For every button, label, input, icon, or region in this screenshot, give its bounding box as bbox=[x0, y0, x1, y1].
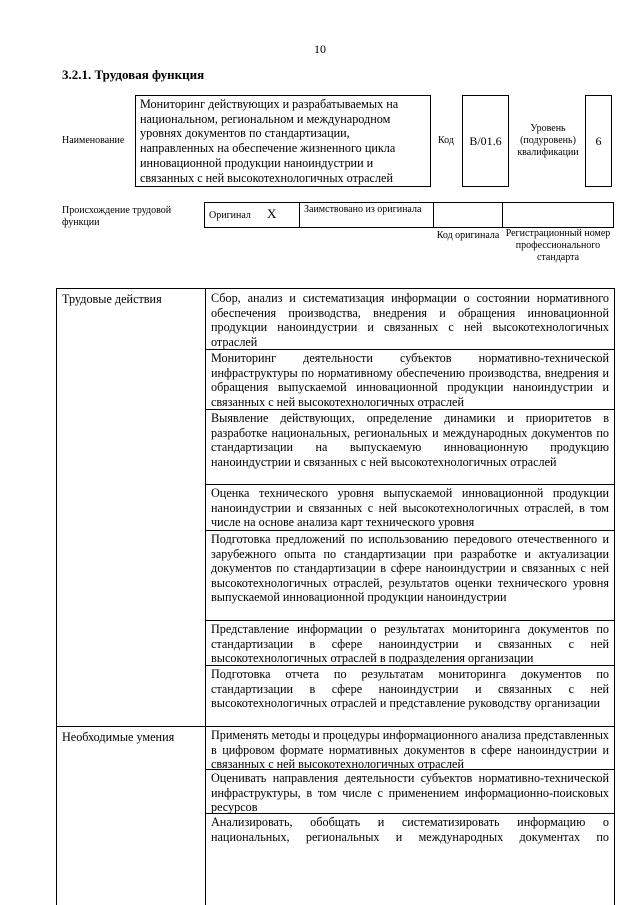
original-mark: X bbox=[267, 206, 277, 221]
borrowed-label: Заимствовано из оригинала bbox=[304, 204, 422, 215]
code-original-caption: Код оригинала bbox=[436, 230, 500, 241]
page-number: 10 bbox=[314, 42, 326, 56]
reg-number-box bbox=[502, 202, 614, 228]
skill-item: Применять методы и процедуры информационного анализа представленных в цифровом формате нормативных документов в сфере наноиндустрии и связанных с ней высокотехнологичных отраслей bbox=[211, 728, 609, 772]
reg-number-caption: Регистрационный номер профессионального стандарта bbox=[505, 228, 611, 263]
origin-label: Происхождение трудовой функции bbox=[62, 205, 172, 228]
level-value-box bbox=[585, 95, 612, 187]
labor-action-item: Подготовка предложений по использованию передового отечественного и зарубежного опыта по стандартизации при разработке и актуализации документов по стандартизации в сфере наноиндустрии и связанных с ней высокотехнологичных отраслей, результатов оценки технического уровня выпускаемой инновационной продукции наноиндустрии bbox=[211, 532, 609, 605]
original-label: Оригинал bbox=[209, 210, 251, 221]
name-label: Наименование bbox=[62, 135, 125, 146]
row-divider bbox=[205, 484, 614, 485]
code-value-box bbox=[462, 95, 509, 187]
labor-action-item: Представление информации о результатах мониторинга документов по стандартизации в сфере наноиндустрии и связанных с ней высокотехнологичных отраслей в подразделения организации bbox=[211, 622, 609, 666]
skill-item: Анализировать, обобщать и систематизировать информацию о национальных, региональных и международных документах по bbox=[211, 815, 609, 844]
table-left-border bbox=[56, 288, 57, 905]
code-original-box bbox=[433, 202, 503, 228]
labor-action-item: Мониторинг деятельности субъектов нормативно-технической инфраструктуры по нормативному обеспечению производства, внедрения и обращения выпускаемой инновационной продукции наноиндустрии и связанных с ней высокотехнологичных отраслей bbox=[211, 351, 609, 409]
row-divider bbox=[205, 620, 614, 621]
row-divider bbox=[205, 530, 614, 531]
function-name-box bbox=[135, 95, 431, 187]
labor-action-item: Сбор, анализ и систематизация информации о состоянии нормативного обеспечения производства, внедрения и обращения инновационной продукции наноиндустрии и связанных с ней высокотехнологичных отраслей bbox=[211, 291, 609, 349]
labor-action-item: Оценка технического уровня выпускаемой инновационной продукции наноиндустрии и связанных с ней высокотехнологичных отраслей, в том числе на основе анализа карт технического уровня bbox=[211, 486, 609, 530]
level-value: 6 bbox=[595, 133, 602, 148]
labor-actions-label: Трудовые действия bbox=[62, 292, 162, 306]
table-top-border bbox=[56, 288, 614, 289]
skills-label: Необходимые умения bbox=[62, 730, 175, 744]
skill-item: Оценивать направления деятельности субъектов нормативно-технической инфраструктуры, в том числе с применением информационно-поисковых ресурсов bbox=[211, 771, 609, 815]
code-label: Код bbox=[438, 135, 454, 146]
table-right-border bbox=[614, 288, 615, 905]
level-label: Уровень (подуровень) квалификации bbox=[517, 123, 579, 158]
section-divider bbox=[56, 726, 614, 727]
labor-action-item: Выявление действующих, определение динамики и приоритетов в разработке национальных, региональных и международных документов по стандартизации на выпускаемую инновационную продукцию наноиндустрии и связанных с ней высокотехнологичных отраслей bbox=[211, 411, 609, 469]
code-value: B/01.6 bbox=[469, 133, 502, 148]
function-name-text: Мониторинг действующих и разрабатываемых на национальном, региональном и международном уровнях документов по стандартизации, направленных на обеспечение жизненного цикла инновационной продукции наноиндустрии и связанных с ней высокотехнологичных отраслей bbox=[140, 97, 399, 185]
labor-action-item: Подготовка отчета по результатам мониторинга документов по стандартизации в сфере наноиндустрии и связанных с ней высокотехнологичных отраслей и представление руководству организации bbox=[211, 667, 609, 711]
section-heading: 3.2.1. Трудовая функция bbox=[62, 67, 205, 82]
